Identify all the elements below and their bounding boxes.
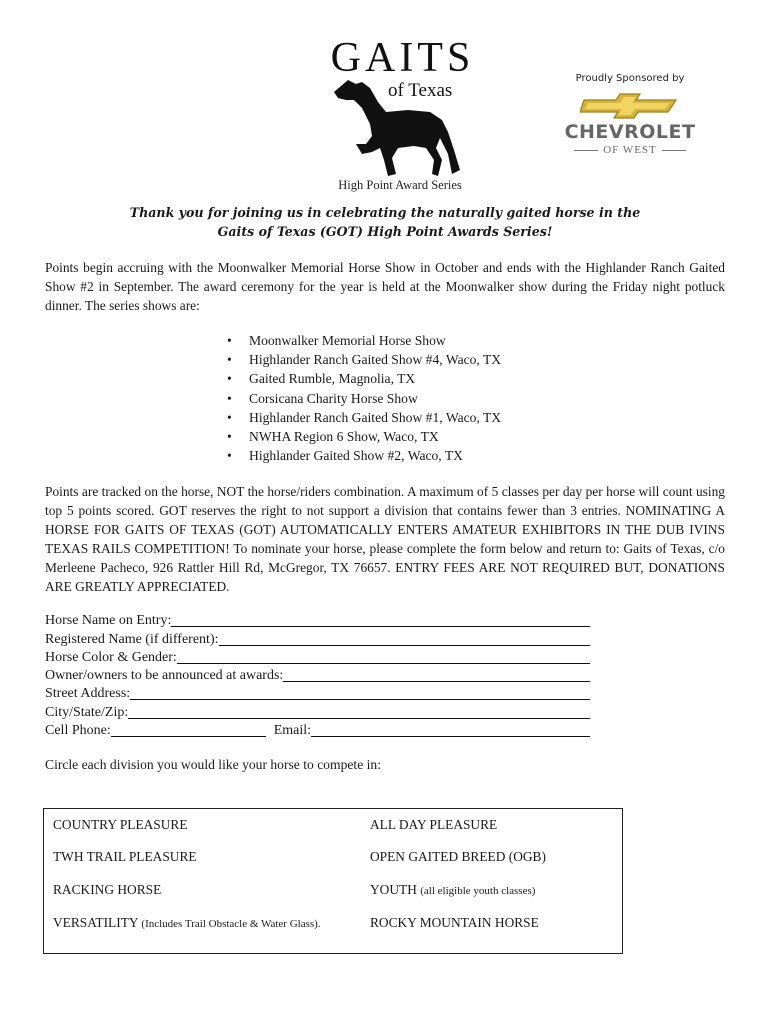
chevrolet-bowtie-icon [580,92,680,120]
registered-name-field[interactable] [219,631,590,646]
division-country-pleasure[interactable]: COUNTRY PLEASURE [53,817,188,832]
list-item: • Gaited Rumble, Magnolia, TX [225,369,501,388]
division-rocky-mountain[interactable]: ROCKY MOUNTAIN HORSE [370,915,539,930]
versatility-label: VERSATILITY [53,915,139,930]
intro-line-1: Thank you for joining us in celebrating the naturally gaited horse in the [129,205,641,220]
division-open-gaited-breed[interactable]: OPEN GAITED BREED (OGB) [370,849,546,864]
city-label: City/State/Zip: [45,704,129,720]
horse-name-row [45,611,590,629]
list-item: • Highlander Ranch Gaited Show #4, Waco, TX [225,350,501,369]
list-item: • NWHA Region 6 Show, Waco, TX [225,427,501,446]
division-racking-horse[interactable]: RACKING HORSE [53,882,162,897]
street-row [45,684,590,702]
paragraph-points: Points begin accruing with the Moonwalker Memorial Horse Show in October and ends with the Highlander Ranch Gaited Show #2 in September. The award ceremony for the year is held at the Moonwalker show during the Friday night potluck dinner. The series shows are: [45,260,725,313]
sponsor-label: Proudly Sponsored by [575,73,685,84]
color-gender-row [45,648,590,666]
horse-name-field[interactable] [171,612,590,627]
divisions-box [43,808,623,954]
intro-text [45,204,725,241]
list-item: • Moonwalker Memorial Horse Show [225,331,501,350]
registered-name-row [45,629,590,647]
cell-phone-field[interactable] [111,722,266,737]
list-item: • Corsicana Charity Horse Show [225,389,501,408]
paragraph-rules: Points are tracked on the horse, NOT the horse/riders combination. A maximum of 5 classes per day per horse will count using top 5 points scored. GOT reserves the right to not support a division that contains fewer than 3 entries. NOMINATING A HORSE FOR GAITS OF TEXAS (GOT) AUTOMATICALLY ENTERS AMATEUR EXHIBITORS IN THE DUB IVINS TEXAS RAILS COMPETITION! To nominate your horse, please complete the form below and return to: Gaits of Texas, c/o Merleene Pacheco, 926 Rattler Hill Rd, McGregor, TX 76657. ENTRY FEES ARE NOT REQUIRED BUT, DONATIONS ARE GREATLY APPRECIATED. [45,484,725,594]
division-youth[interactable] [370,882,535,898]
city-row [45,702,590,720]
registered-name-label: Registered Name (if different): [45,631,219,647]
division-versatility[interactable] [53,915,321,931]
sponsor-brand: CHEVROLET [564,121,696,143]
division-all-day-pleasure[interactable]: ALL DAY PLEASURE [370,817,498,832]
color-gender-field[interactable] [177,649,590,664]
youth-note: (all eligible youth classes) [420,885,536,897]
division-twh-trail-pleasure[interactable]: TWH TRAIL PLEASURE [53,849,197,864]
city-field[interactable] [128,704,590,719]
intro-line-2: Gaits of Texas (GOT) High Point Awards Series! [217,223,553,239]
owners-label: Owner/owners to be announced at awards: [45,668,284,684]
list-item: • Highlander Ranch Gaited Show #1, Waco, TX [225,408,501,427]
owners-field[interactable] [283,667,590,682]
email-label: Email: [273,723,312,739]
show-list [225,331,501,465]
circle-instruction: Circle each division you would like your horse to compete in: [45,757,381,772]
color-gender-label: Horse Color & Gender: [45,649,177,665]
list-item: • Highlander Gaited Show #2, Waco, TX [225,446,501,465]
logo-title: GAITS [330,35,475,81]
logo-subtitle: of Texas [388,80,453,101]
horse-name-label: Horse Name on Entry: [45,613,172,629]
versatility-note: (Includes Trail Obstacle & Water Glass). [141,918,321,930]
cell-phone-label: Cell Phone: [45,723,111,739]
logo-series: High Point Award Series [338,178,462,192]
phone-email-row [45,721,590,739]
sponsor-location: OF WEST [558,144,702,156]
owners-row [45,666,590,684]
youth-label: YOUTH [370,882,417,897]
email-field[interactable] [311,722,590,737]
entry-form [45,611,590,739]
street-field[interactable] [130,685,590,700]
street-label: Street Address: [45,686,131,702]
